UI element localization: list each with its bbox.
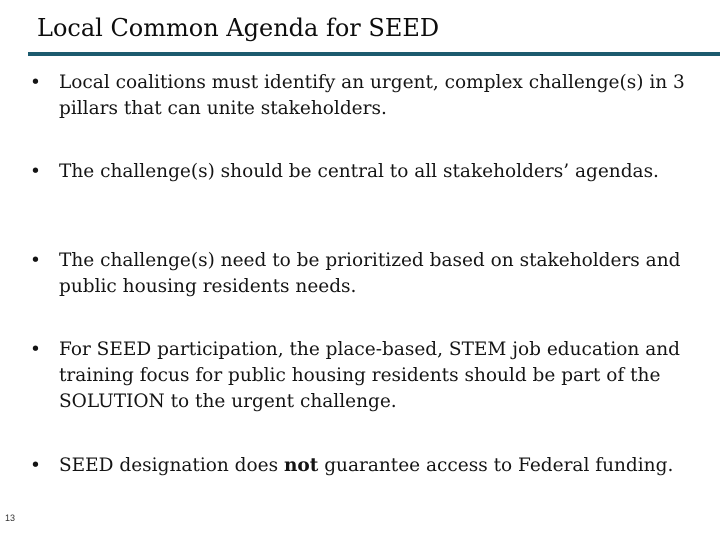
slide-title: Local Common Agenda for SEED <box>37 14 440 42</box>
bullet-text: The challenge(s) should be central to all stakeholders’ agendas. <box>59 161 659 182</box>
bullet-text <box>59 453 690 479</box>
bullet-dot-icon: • <box>30 161 41 182</box>
title-underline <box>28 52 720 56</box>
bullet-item <box>30 453 690 479</box>
bullet-item <box>30 70 690 122</box>
bullet-text: Local coalitions must identify an urgent, complex challenge(s) in 3 pillars that can unite stakeholders. <box>59 72 685 119</box>
page-number: 13 <box>5 513 16 523</box>
bullet-dot-icon: • <box>30 72 41 93</box>
bullet-dot-icon: • <box>30 455 41 476</box>
bullet-text-part: SEED designation does <box>59 455 284 476</box>
bullet-item <box>30 248 690 300</box>
bullet-emphasis: not <box>283 455 319 476</box>
bullet-item <box>30 337 690 415</box>
bullet-dot-icon: • <box>30 250 41 271</box>
bullet-text-part: guarantee access to Federal funding. <box>318 455 674 476</box>
bullet-item <box>30 159 690 185</box>
bullet-text: The challenge(s) need to be prioritized based on stakeholders and public housing residents needs. <box>59 250 681 297</box>
bullet-text: For SEED participation, the place-based, STEM job education and training focus for public housing residents should be part of the SOLUTION to the urgent challenge. <box>59 339 681 412</box>
bullet-dot-icon: • <box>30 339 41 360</box>
